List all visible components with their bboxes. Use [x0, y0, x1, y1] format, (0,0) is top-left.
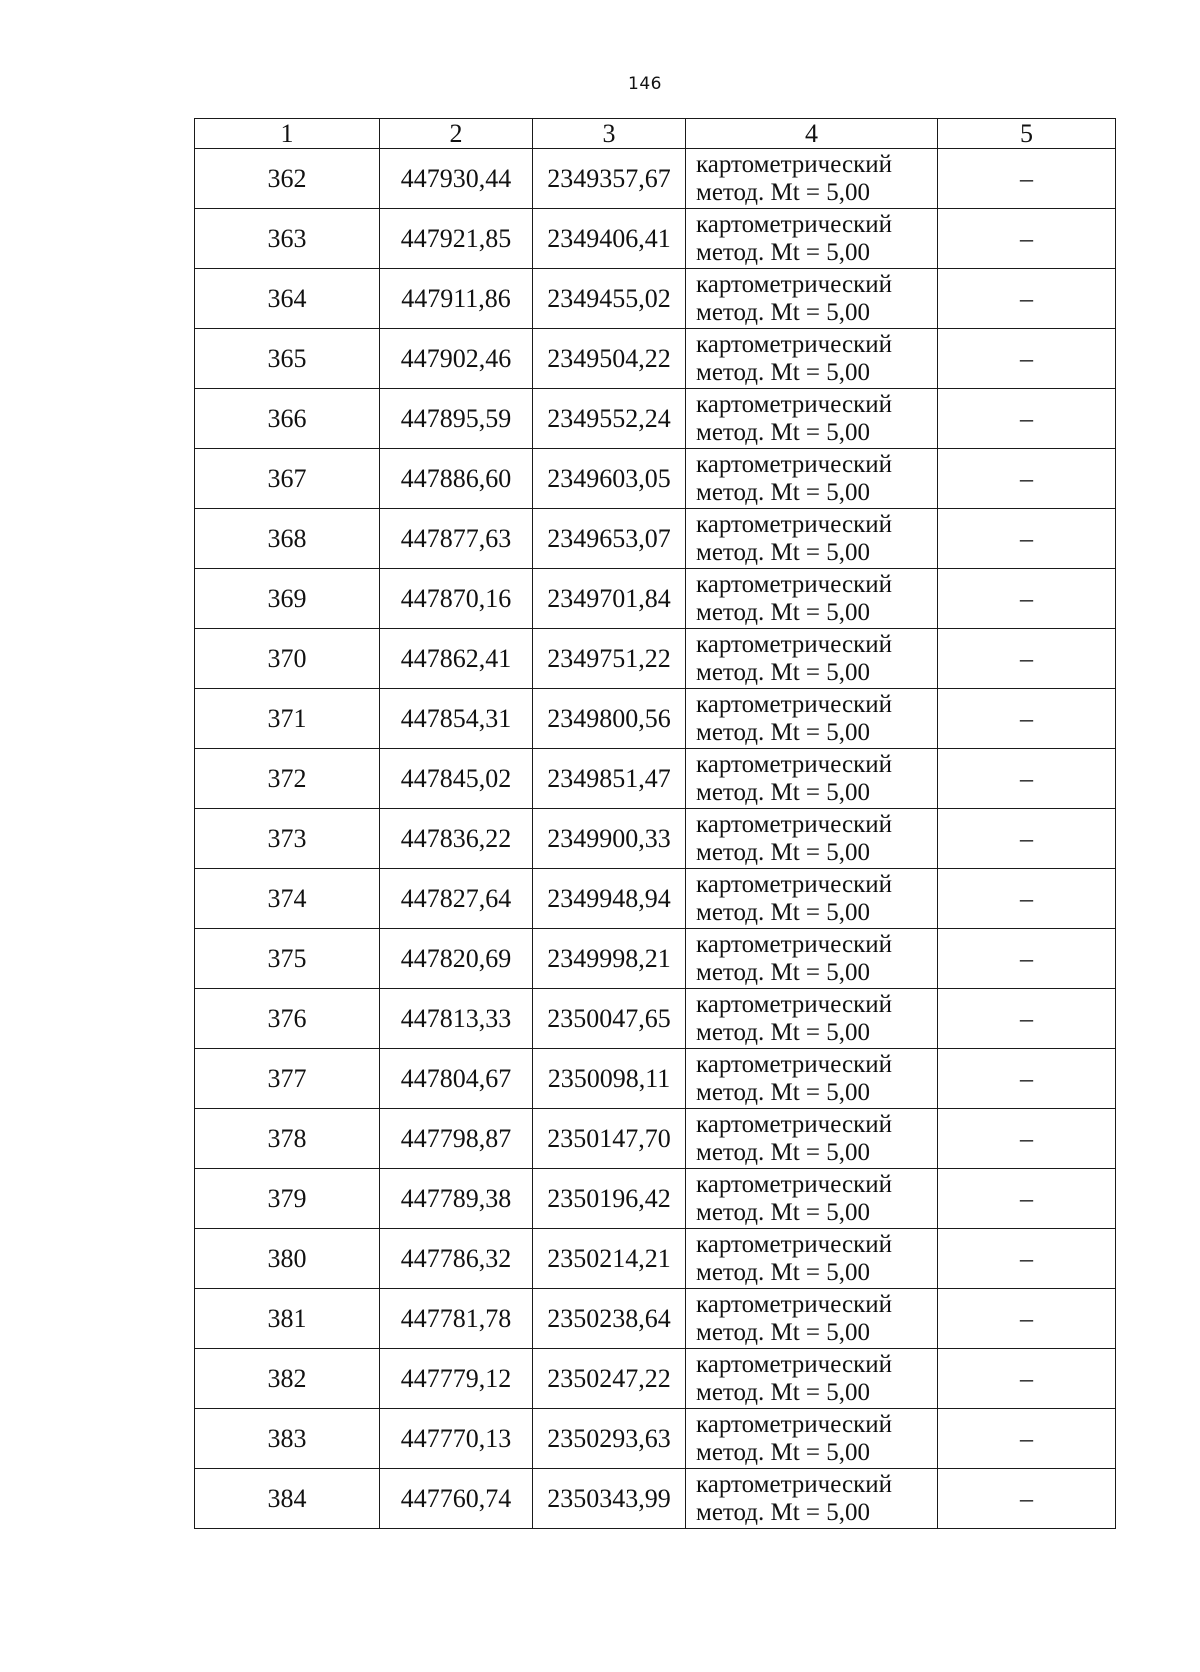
y-coordinate-cell: 2349751,22 [533, 629, 686, 689]
method-line-2: метод. Mt = 5,00 [696, 1498, 871, 1526]
x-coordinate-cell: 447827,64 [380, 869, 533, 929]
method-line-1: картометрический [696, 570, 892, 598]
table-row [195, 1349, 1116, 1409]
method-cell [686, 269, 938, 329]
column-header-1: 1 [195, 119, 380, 149]
y-coordinate-cell: 2349603,05 [533, 449, 686, 509]
table-row [195, 449, 1116, 509]
x-coordinate-cell: 447836,22 [380, 809, 533, 869]
x-coordinate-cell: 447760,74 [380, 1469, 533, 1529]
y-coordinate-cell: 2350293,63 [533, 1409, 686, 1469]
y-coordinate-cell: 2350196,42 [533, 1169, 686, 1229]
method-line-2: метод. Mt = 5,00 [696, 538, 871, 566]
header-row [195, 119, 1116, 149]
y-coordinate-cell: 2350238,64 [533, 1289, 686, 1349]
note-cell: – [938, 209, 1116, 269]
method-line-1: картометрический [696, 870, 892, 898]
y-coordinate-cell: 2349552,24 [533, 389, 686, 449]
x-coordinate-cell: 447845,02 [380, 749, 533, 809]
y-coordinate-cell: 2350247,22 [533, 1349, 686, 1409]
method-cell [686, 1049, 938, 1109]
column-header-2: 2 [380, 119, 533, 149]
table-row [195, 1229, 1116, 1289]
method-line-1: картометрический [696, 1110, 892, 1138]
x-coordinate-cell: 447877,63 [380, 509, 533, 569]
y-coordinate-cell: 2349504,22 [533, 329, 686, 389]
note-cell: – [938, 869, 1116, 929]
point-number-cell: 370 [195, 629, 380, 689]
method-cell [686, 329, 938, 389]
point-number-cell: 373 [195, 809, 380, 869]
y-coordinate-cell: 2350214,21 [533, 1229, 686, 1289]
method-cell [686, 749, 938, 809]
y-coordinate-cell: 2349653,07 [533, 509, 686, 569]
note-cell: – [938, 929, 1116, 989]
point-number-cell: 378 [195, 1109, 380, 1169]
method-line-2: метод. Mt = 5,00 [696, 178, 871, 206]
table-row [195, 209, 1116, 269]
note-cell: – [938, 1049, 1116, 1109]
x-coordinate-cell: 447862,41 [380, 629, 533, 689]
method-cell [686, 1289, 938, 1349]
method-line-1: картометрический [696, 1050, 892, 1078]
x-coordinate-cell: 447813,33 [380, 989, 533, 1049]
method-cell [686, 629, 938, 689]
method-cell [686, 929, 938, 989]
point-number-cell: 375 [195, 929, 380, 989]
note-cell: – [938, 149, 1116, 209]
note-cell: – [938, 689, 1116, 749]
point-number-cell: 380 [195, 1229, 380, 1289]
note-cell: – [938, 389, 1116, 449]
method-line-2: метод. Mt = 5,00 [696, 718, 871, 746]
column-header-5: 5 [938, 119, 1116, 149]
table-row [195, 1049, 1116, 1109]
y-coordinate-cell: 2350343,99 [533, 1469, 686, 1529]
method-line-2: метод. Mt = 5,00 [696, 958, 871, 986]
table-row [195, 689, 1116, 749]
point-number-cell: 365 [195, 329, 380, 389]
point-number-cell: 366 [195, 389, 380, 449]
method-cell [686, 869, 938, 929]
method-line-1: картометрический [696, 1410, 892, 1438]
table-row [195, 749, 1116, 809]
method-line-2: метод. Mt = 5,00 [696, 478, 871, 506]
point-number-cell: 369 [195, 569, 380, 629]
method-line-1: картометрический [696, 330, 892, 358]
x-coordinate-cell: 447911,86 [380, 269, 533, 329]
point-number-cell: 371 [195, 689, 380, 749]
y-coordinate-cell: 2349800,56 [533, 689, 686, 749]
method-cell [686, 809, 938, 869]
table-row [195, 1169, 1116, 1229]
note-cell: – [938, 269, 1116, 329]
method-line-2: метод. Mt = 5,00 [696, 298, 871, 326]
method-line-2: метод. Mt = 5,00 [696, 1138, 871, 1166]
note-cell: – [938, 329, 1116, 389]
method-cell [686, 149, 938, 209]
method-line-2: метод. Mt = 5,00 [696, 1378, 871, 1406]
method-line-1: картометрический [696, 1290, 892, 1318]
x-coordinate-cell: 447902,46 [380, 329, 533, 389]
method-cell [686, 509, 938, 569]
method-line-2: метод. Mt = 5,00 [696, 238, 871, 266]
x-coordinate-cell: 447870,16 [380, 569, 533, 629]
y-coordinate-cell: 2349900,33 [533, 809, 686, 869]
note-cell: – [938, 989, 1116, 1049]
method-line-1: картометрический [696, 390, 892, 418]
method-line-1: картометрический [696, 210, 892, 238]
point-number-cell: 372 [195, 749, 380, 809]
method-line-1: картометрический [696, 630, 892, 658]
point-number-cell: 374 [195, 869, 380, 929]
y-coordinate-cell: 2349406,41 [533, 209, 686, 269]
y-coordinate-cell: 2350047,65 [533, 989, 686, 1049]
method-line-2: метод. Mt = 5,00 [696, 1318, 871, 1346]
y-coordinate-cell: 2350098,11 [533, 1049, 686, 1109]
note-cell: – [938, 1229, 1116, 1289]
x-coordinate-cell: 447854,31 [380, 689, 533, 749]
method-cell [686, 389, 938, 449]
method-line-1: картометрический [696, 1470, 892, 1498]
note-cell: – [938, 569, 1116, 629]
column-header-3: 3 [533, 119, 686, 149]
coordinates-table [194, 118, 1116, 1529]
point-number-cell: 368 [195, 509, 380, 569]
table-row [195, 1409, 1116, 1469]
method-cell [686, 449, 938, 509]
method-cell [686, 989, 938, 1049]
method-cell [686, 1409, 938, 1469]
x-coordinate-cell: 447804,67 [380, 1049, 533, 1109]
method-line-2: метод. Mt = 5,00 [696, 1198, 871, 1226]
point-number-cell: 363 [195, 209, 380, 269]
method-line-2: метод. Mt = 5,00 [696, 898, 871, 926]
method-line-2: метод. Mt = 5,00 [696, 1078, 871, 1106]
table-header [195, 119, 1116, 149]
point-number-cell: 376 [195, 989, 380, 1049]
x-coordinate-cell: 447786,32 [380, 1229, 533, 1289]
method-line-1: картометрический [696, 270, 892, 298]
x-coordinate-cell: 447779,12 [380, 1349, 533, 1409]
table-row [195, 1289, 1116, 1349]
x-coordinate-cell: 447770,13 [380, 1409, 533, 1469]
method-cell [686, 689, 938, 749]
method-cell [686, 1109, 938, 1169]
table-row [195, 869, 1116, 929]
table-row [195, 149, 1116, 209]
method-line-1: картометрический [696, 750, 892, 778]
note-cell: – [938, 1409, 1116, 1469]
note-cell: – [938, 1169, 1116, 1229]
y-coordinate-cell: 2349851,47 [533, 749, 686, 809]
point-number-cell: 367 [195, 449, 380, 509]
note-cell: – [938, 1109, 1116, 1169]
method-cell [686, 1469, 938, 1529]
x-coordinate-cell: 447930,44 [380, 149, 533, 209]
point-number-cell: 382 [195, 1349, 380, 1409]
method-line-1: картометрический [696, 510, 892, 538]
note-cell: – [938, 749, 1116, 809]
method-line-1: картометрический [696, 1350, 892, 1378]
table-row [195, 509, 1116, 569]
method-line-2: метод. Mt = 5,00 [696, 1018, 871, 1046]
note-cell: – [938, 1349, 1116, 1409]
x-coordinate-cell: 447781,78 [380, 1289, 533, 1349]
method-line-1: картометрический [696, 1230, 892, 1258]
table-row [195, 1109, 1116, 1169]
point-number-cell: 364 [195, 269, 380, 329]
table-row [195, 929, 1116, 989]
table-row [195, 629, 1116, 689]
y-coordinate-cell: 2349455,02 [533, 269, 686, 329]
point-number-cell: 362 [195, 149, 380, 209]
method-line-2: метод. Mt = 5,00 [696, 1438, 871, 1466]
method-line-2: метод. Mt = 5,00 [696, 838, 871, 866]
method-line-1: картометрический [696, 810, 892, 838]
y-coordinate-cell: 2349948,94 [533, 869, 686, 929]
method-line-1: картометрический [696, 1170, 892, 1198]
method-cell [686, 1349, 938, 1409]
x-coordinate-cell: 447820,69 [380, 929, 533, 989]
note-cell: – [938, 629, 1116, 689]
x-coordinate-cell: 447886,60 [380, 449, 533, 509]
table-row [195, 809, 1116, 869]
note-cell: – [938, 449, 1116, 509]
y-coordinate-cell: 2349998,21 [533, 929, 686, 989]
x-coordinate-cell: 447789,38 [380, 1169, 533, 1229]
x-coordinate-cell: 447798,87 [380, 1109, 533, 1169]
table-row [195, 329, 1116, 389]
method-line-2: метод. Mt = 5,00 [696, 1258, 871, 1286]
method-cell [686, 1229, 938, 1289]
x-coordinate-cell: 447921,85 [380, 209, 533, 269]
x-coordinate-cell: 447895,59 [380, 389, 533, 449]
method-line-1: картометрический [696, 990, 892, 1018]
method-line-2: метод. Mt = 5,00 [696, 418, 871, 446]
method-cell [686, 209, 938, 269]
note-cell: – [938, 509, 1116, 569]
table-body [195, 149, 1116, 1529]
point-number-cell: 379 [195, 1169, 380, 1229]
method-cell [686, 569, 938, 629]
table-row [195, 389, 1116, 449]
note-cell: – [938, 1469, 1116, 1529]
note-cell: – [938, 809, 1116, 869]
y-coordinate-cell: 2349701,84 [533, 569, 686, 629]
point-number-cell: 383 [195, 1409, 380, 1469]
table-row [195, 269, 1116, 329]
y-coordinate-cell: 2350147,70 [533, 1109, 686, 1169]
table-row [195, 989, 1116, 1049]
y-coordinate-cell: 2349357,67 [533, 149, 686, 209]
method-line-1: картометрический [696, 930, 892, 958]
method-line-2: метод. Mt = 5,00 [696, 358, 871, 386]
table-row [195, 1469, 1116, 1529]
point-number-cell: 381 [195, 1289, 380, 1349]
note-cell: – [938, 1289, 1116, 1349]
method-line-1: картометрический [696, 690, 892, 718]
method-line-2: метод. Mt = 5,00 [696, 658, 871, 686]
method-line-2: метод. Mt = 5,00 [696, 598, 871, 626]
column-header-4: 4 [686, 119, 938, 149]
method-line-2: метод. Mt = 5,00 [696, 778, 871, 806]
point-number-cell: 384 [195, 1469, 380, 1529]
point-number-cell: 377 [195, 1049, 380, 1109]
method-line-1: картометрический [696, 150, 892, 178]
page-number: 146 [628, 74, 662, 94]
table-row [195, 569, 1116, 629]
method-cell [686, 1169, 938, 1229]
method-line-1: картометрический [696, 450, 892, 478]
